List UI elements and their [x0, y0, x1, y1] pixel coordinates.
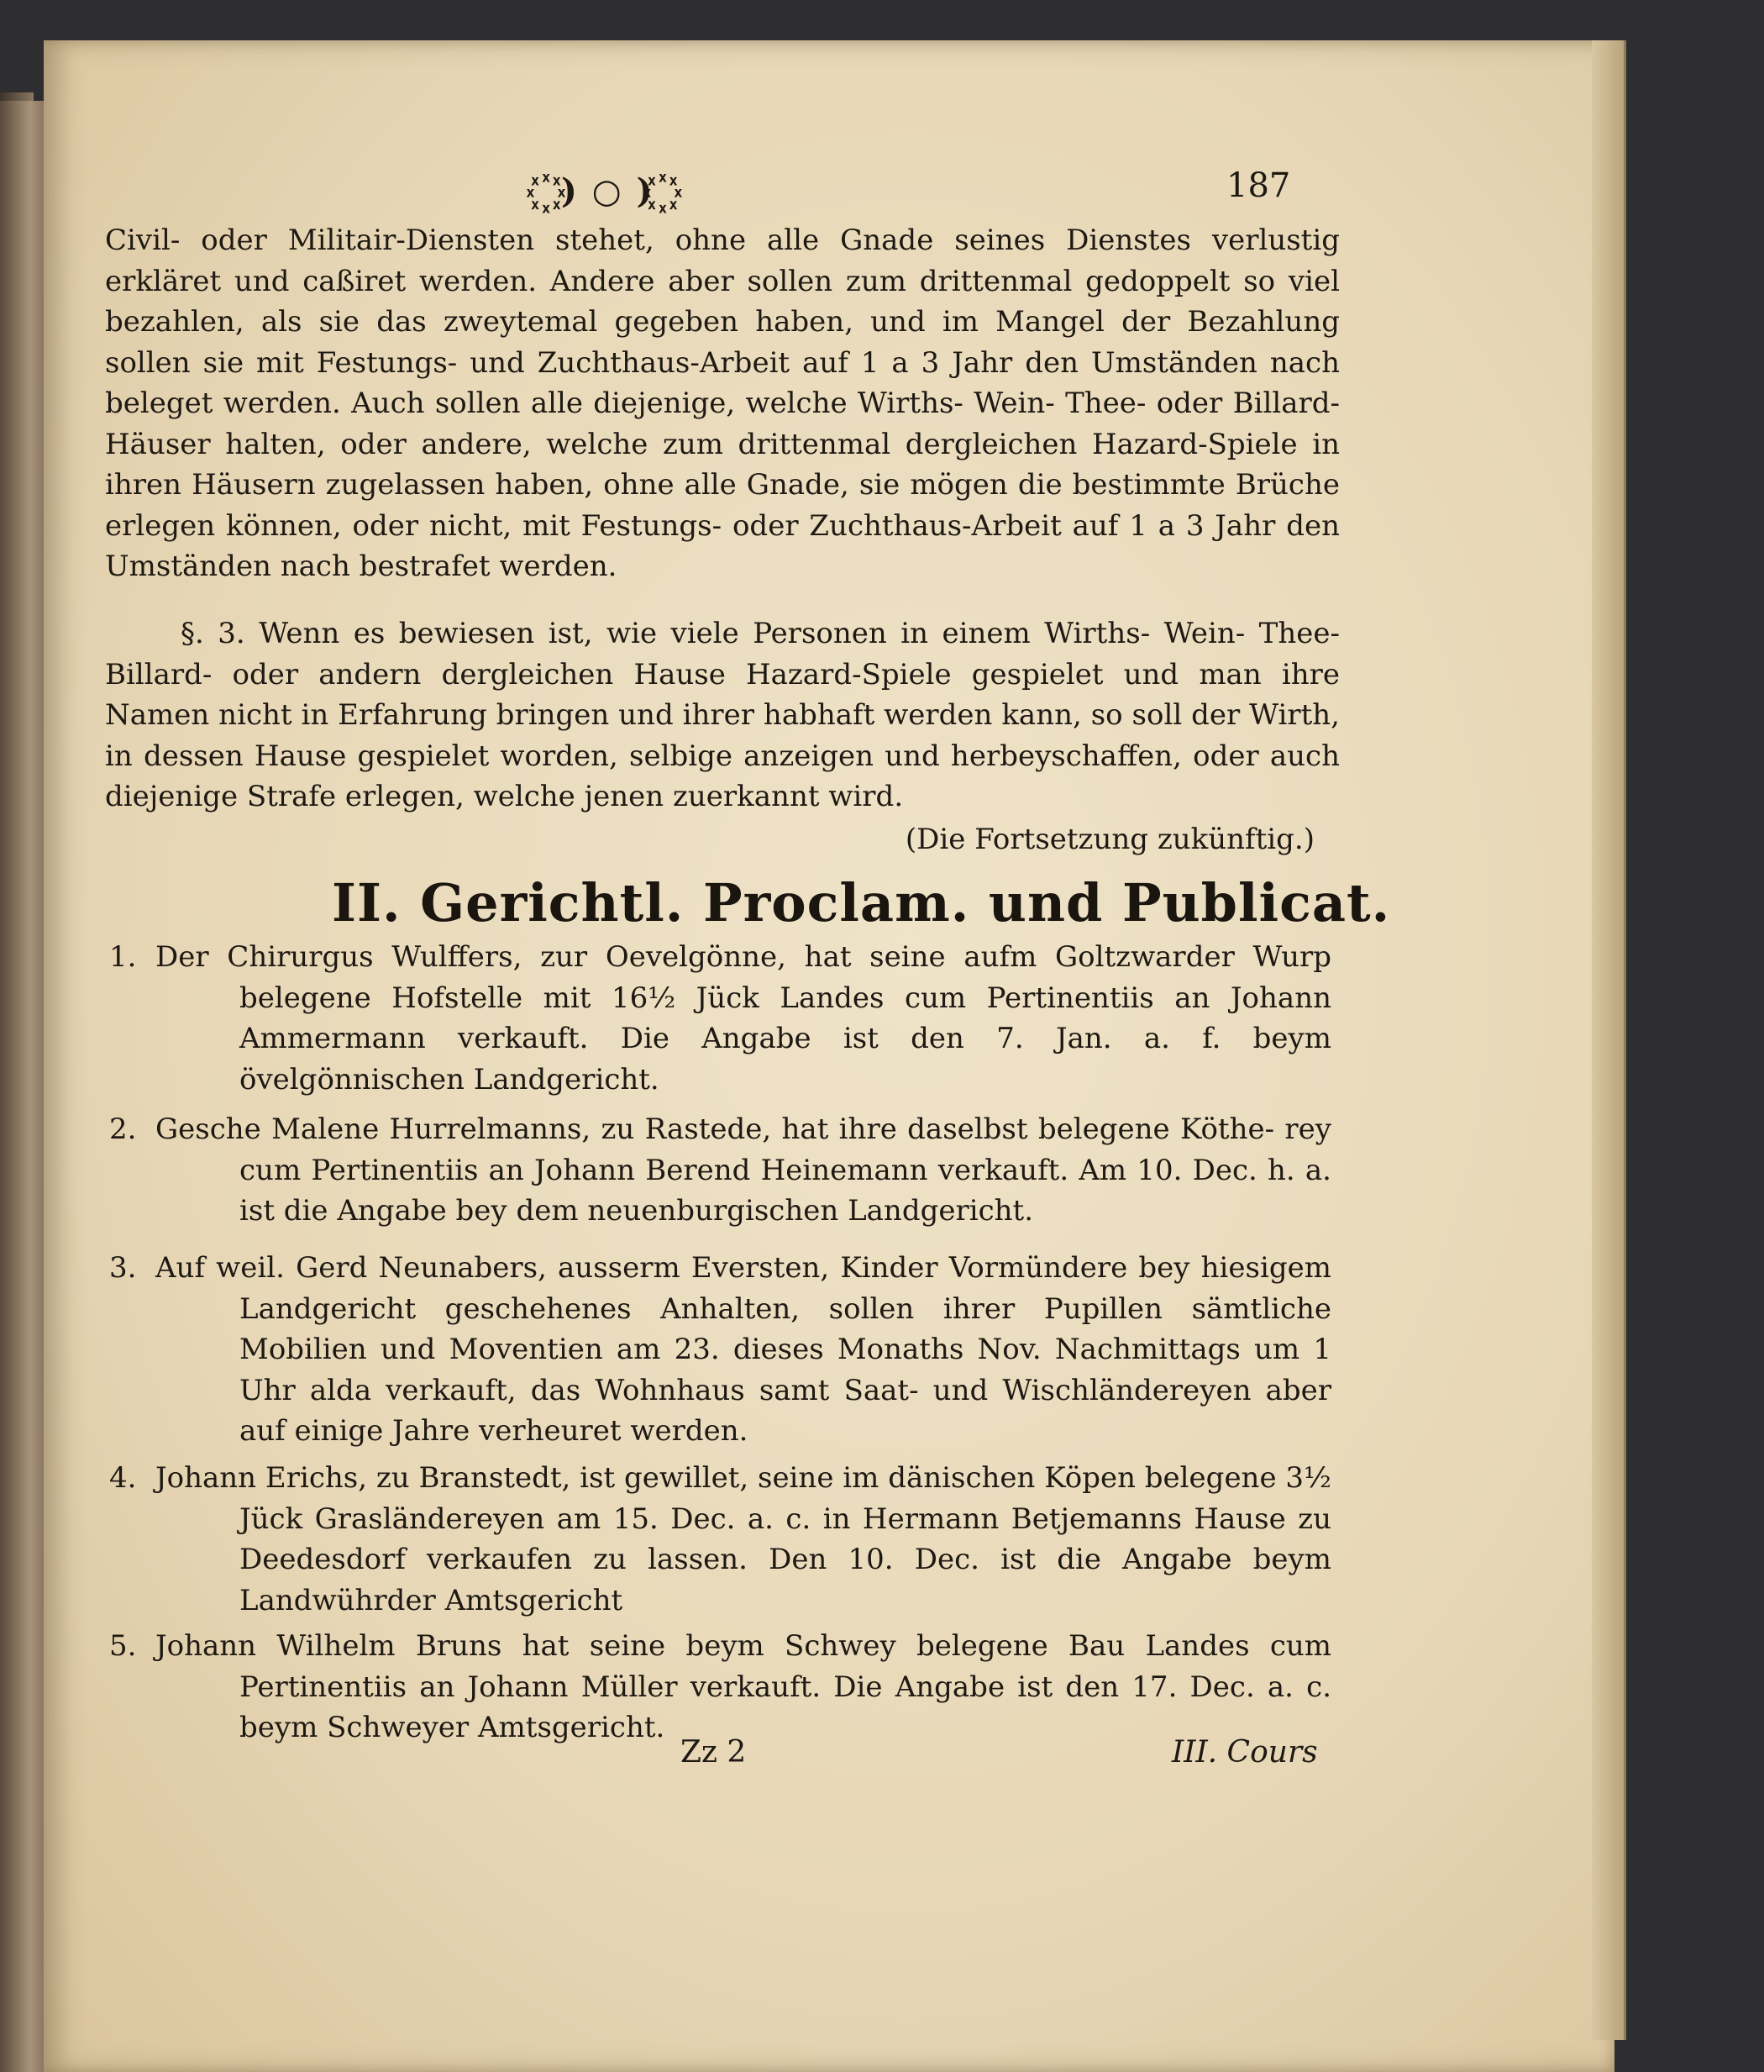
entry-3: [109, 1248, 1331, 1452]
entry-text: Johann Wilhelm Bruns hat seine beym Schwey belegene Bau Landes cum Pertinentiis an Johann Müller verkauft. Die Angabe ist den 17. Dec. a. c. beym Schweyer Amtsgericht.: [155, 1629, 1331, 1744]
entry-number: 3.: [109, 1251, 137, 1285]
catchword: III. Cours: [1172, 1735, 1318, 1770]
entry-text: Gesche Malene Hurrelmanns, zu Rastede, hat ihre daselbst belegene Köthe- rey cum Pertinentiis an Johann Berend Heinemann verkauft. Am 10. Dec. h. a. ist die Angabe bey dem neuenburgischen Landgericht.: [155, 1112, 1331, 1228]
entry-text: Der Chirurgus Wulffers, zur Oevelgönne, hat seine aufm Goltzwarder Wurp belegene Hofstelle mit 16½ Jück Landes cum Pertinentiis an Johann Ammermann verkauft. Die Angabe ist den 7. Jan. a. f. beym övelgönnischen Landgericht.: [155, 940, 1331, 1096]
page-number: 187: [1226, 166, 1291, 205]
paragraph-3: §. 3. Wenn es bewiesen ist, wie viele Personen in einem Wirths- Wein- Thee- Billard- oder andern dergleichen Hause Hazard-Spiele gespielet und man ihre Namen nicht in Erfahrung bringen und ihrer habhaft werden kann, so soll der Wirth, in dessen Hause gespielet worden, selbige anzeigen und herbeyschaffen, oder auch diejenige Strafe erlegen, welche jenen zuerkannt wird.: [105, 617, 1340, 813]
section-title: II. Gerichtl. Proclam. und Publicat.: [332, 872, 1391, 933]
signature-mark: Zz 2: [680, 1735, 747, 1770]
opening-paragraph: Civil- oder Militair-Diensten stehet, ohne alle Gnade seines Dienstes verlustig erkläret und caßiret werden. Andere aber sollen zum drittenmal gedoppelt so viel bezahlen, als sie das zweytemal gegeben haben, und im Mangel der Bezahlung sollen sie mit Festungs- und Zuchthaus-Arbeit auf 1 a 3 Jahr den Umständen nach beleget werden. Auch sollen alle diejenige, welche Wirths- Wein- Thee- oder Billard-Häuser halten, oder andere, welche zum drittenmal dergleichen Hazard-Spiele in ihren Häusern zugelassen haben, ohne alle Gnade, sie mögen die bestimmte Brüche erlegen können, oder nicht, mit Festungs- oder Zuchthaus-Arbeit auf 1 a 3 Jahr den Umständen nach bestrafet werden.: [105, 224, 1340, 583]
entry-number: 1.: [109, 940, 137, 974]
entry-4: [109, 1458, 1331, 1621]
page-right-edge: [1592, 40, 1626, 2040]
entry-number: 4.: [109, 1461, 137, 1495]
entry-5: [109, 1626, 1331, 1749]
entry-text: Johann Erichs, zu Branstedt, ist gewillet, seine im dänischen Köpen belegene 3½ Jück Grasländereyen am 15. Dec. a. c. in Hermann Betjemanns Hause zu Deedesdorf verkaufen zu lassen. Den 10. Dec. ist die Angabe beym Landwührder Amtsgericht: [155, 1461, 1331, 1617]
header-ornament: ꙰ ) ○ ) ꙰: [546, 171, 664, 211]
left-leaf: [0, 101, 50, 2072]
page-header: [546, 166, 1336, 217]
entry-1: [109, 937, 1331, 1100]
entry-number: 2.: [109, 1112, 137, 1146]
entry-text: Auf weil. Gerd Neunabers, ausserm Eversten, Kinder Vormündere bey hiesigem Landgericht geschehenes Anhalten, sollen ihrer Pupillen sämtliche Mobilien und Moventien am 23. dieses Monaths Nov. Nachmittags um 1 Uhr alda verkauft, das Wohnhaus samt Saat- und Wischländereyen aber auf einige Jahre verheuret werden.: [155, 1251, 1331, 1448]
continuation-note: (Die Fortsetzung zukünftig.): [905, 823, 1315, 856]
entry-2: [109, 1109, 1331, 1232]
entry-number: 5.: [109, 1629, 137, 1663]
